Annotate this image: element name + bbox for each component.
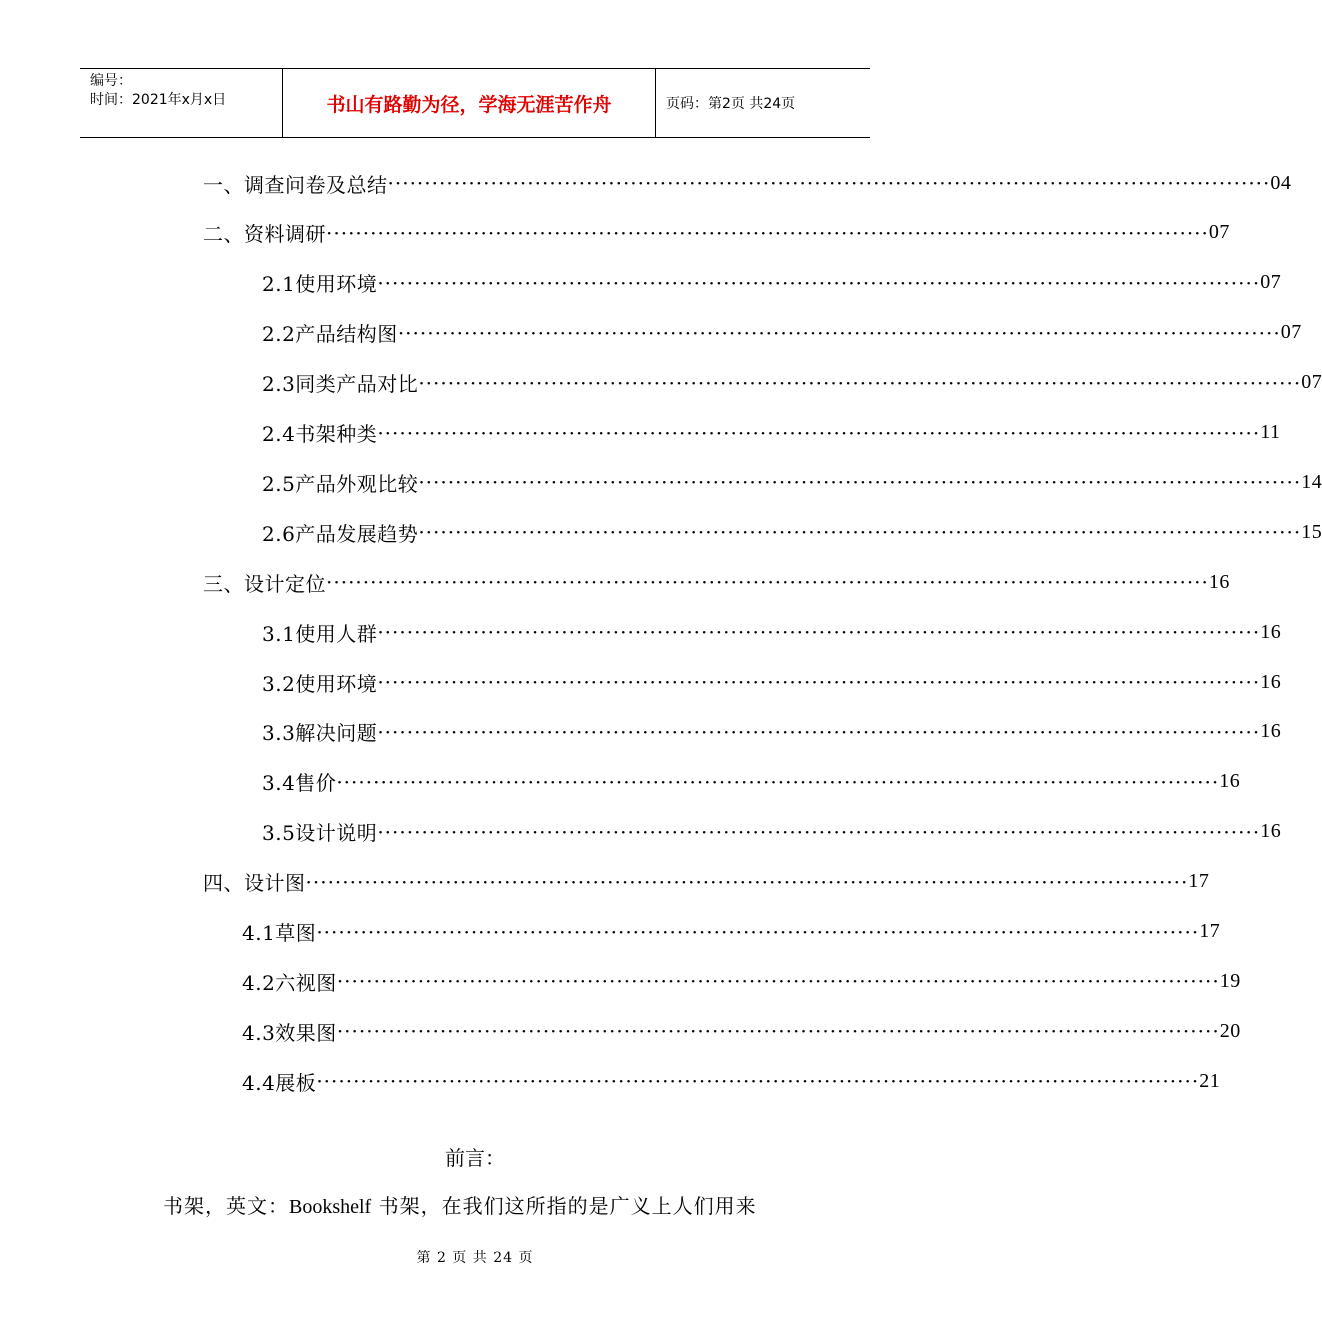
toc-entry-title: 3.1使用人群 — [262, 621, 378, 646]
preface-text-start: 书架，英文： — [163, 1194, 289, 1218]
toc-entry-page: 16 — [1260, 620, 1282, 643]
toc-leader-dots: ························································································································ — [377, 670, 1261, 694]
toc-leader-dots: ························································································································ — [305, 869, 1189, 894]
toc-leader-dots: ························································································································ — [418, 470, 1302, 495]
toc-entry-title: 四、设计图 — [203, 871, 306, 896]
toc-entry-title: 4.1草图 — [242, 921, 317, 945]
toc-entry-title: 一、调查问卷及总结 — [203, 172, 388, 197]
toc-entry-title: 3.2使用环境 — [262, 671, 378, 696]
toc-leader-dots: ························································································································ — [316, 919, 1200, 944]
toc-entry-page: 07 — [1301, 371, 1322, 394]
toc-entry[interactable] — [203, 564, 1230, 600]
toc-entry[interactable] — [262, 514, 1322, 550]
toc-leader-dots: ························································································································ — [377, 620, 1261, 645]
toc-entry-title: 2.3同类产品对比 — [262, 372, 419, 397]
toc-entry-page: 17 — [1188, 870, 1210, 893]
toc-entry-page: 11 — [1260, 421, 1281, 443]
toc-entry[interactable] — [203, 215, 1230, 251]
toc-entry-title: 3.4售价 — [262, 771, 337, 796]
preface-title: 前言： — [445, 1146, 505, 1170]
toc-leader-dots: ························································································································ — [336, 769, 1220, 794]
toc-entry[interactable] — [242, 914, 1221, 950]
header-motto: 书山有路勤为径，学海无涯苦作舟 — [282, 69, 656, 137]
toc-entry-page: 04 — [1270, 171, 1292, 194]
toc-entry[interactable] — [242, 963, 1241, 999]
toc-entry-title: 2.2产品结构图 — [262, 322, 398, 347]
toc-leader-dots: ························································································································ — [418, 370, 1302, 395]
preface-text-end: 书架，在我们这所指的是广义上人们用来 — [371, 1194, 757, 1218]
toc-entry-title: 4.4展板 — [242, 1070, 317, 1095]
toc-entry[interactable] — [262, 764, 1241, 800]
toc-leader-dots: ························································································································ — [387, 171, 1271, 195]
toc-leader-dots: ························································································································ — [377, 719, 1261, 744]
toc-entry-page: 17 — [1199, 920, 1221, 942]
toc-entry[interactable] — [262, 415, 1281, 451]
toc-leader-dots: ························································································································ — [336, 1019, 1220, 1044]
toc-entry[interactable] — [242, 1063, 1221, 1099]
toc-entry-page: 15 — [1301, 520, 1322, 543]
toc-entry-title: 二、资料调研 — [203, 222, 326, 247]
toc-entry[interactable] — [262, 464, 1322, 500]
page-footer: 第 2 页 共 24 页 — [416, 1250, 534, 1266]
toc-leader-dots: ························································································································ — [397, 320, 1281, 345]
header-page-info: 页码：第2页 共24页 — [666, 96, 796, 112]
toc-entry-title: 3.3解决问题 — [262, 721, 378, 746]
toc-entry[interactable] — [262, 714, 1282, 750]
toc-entry-title: 2.1使用环境 — [262, 272, 378, 297]
toc-entry-page: 16 — [1260, 670, 1282, 693]
toc-entry-page: 07 — [1280, 321, 1302, 344]
toc-leader-dots: ························································································································ — [326, 570, 1209, 595]
toc-entry-page: 20 — [1219, 1019, 1241, 1042]
toc-leader-dots: ························································································································ — [377, 819, 1261, 844]
time-label: 时间：2021年x月x日 — [90, 92, 227, 108]
toc-leader-dots: ························································································································ — [316, 1069, 1200, 1094]
toc-entry-page: 16 — [1219, 770, 1241, 793]
toc-entry-title: 4.2六视图 — [242, 970, 337, 995]
toc-entry-page: 21 — [1199, 1069, 1221, 1092]
toc-entry[interactable] — [262, 664, 1282, 700]
toc-entry-page: 07 — [1208, 221, 1230, 244]
toc-entry-title: 2.5产品外观比较 — [262, 471, 419, 496]
toc-entry-page: 16 — [1260, 720, 1282, 743]
toc-entry-title: 4.3效果图 — [242, 1020, 337, 1045]
toc-entry[interactable] — [262, 814, 1282, 850]
toc-entry-title: 三、设计定位 — [203, 571, 326, 596]
toc-entry-page: 16 — [1260, 820, 1282, 843]
toc-entry[interactable] — [203, 864, 1210, 900]
toc-entry-page: 14 — [1301, 470, 1322, 493]
toc-entry-title: 2.6产品发展趋势 — [262, 521, 419, 546]
toc-entry[interactable] — [203, 165, 1292, 201]
toc-leader-dots: ························································································································ — [418, 520, 1302, 545]
toc-entry[interactable] — [262, 365, 1322, 401]
toc-leader-dots: ························································································································ — [377, 270, 1261, 295]
toc-entry-page: 16 — [1208, 570, 1230, 593]
document-header — [80, 68, 870, 138]
toc-entry[interactable] — [242, 1013, 1241, 1049]
serial-label: 编号： — [90, 73, 132, 89]
toc-leader-dots: ························································································································ — [377, 420, 1261, 445]
toc-entry[interactable] — [262, 315, 1302, 351]
toc-entry-page: 07 — [1260, 271, 1282, 294]
toc-leader-dots: ························································································································ — [336, 969, 1220, 994]
toc-entry-title: 3.5设计说明 — [262, 821, 378, 846]
toc-entry-page: 19 — [1219, 969, 1241, 992]
header-meta — [80, 69, 282, 137]
toc-entry[interactable] — [262, 265, 1282, 301]
preface-text-english: Bookshelf — [289, 1196, 372, 1218]
preface-body-line — [163, 1190, 863, 1219]
toc-entry[interactable] — [262, 614, 1282, 650]
toc-leader-dots: ························································································································ — [326, 220, 1209, 245]
toc-entry-title: 2.4书架种类 — [262, 422, 378, 446]
